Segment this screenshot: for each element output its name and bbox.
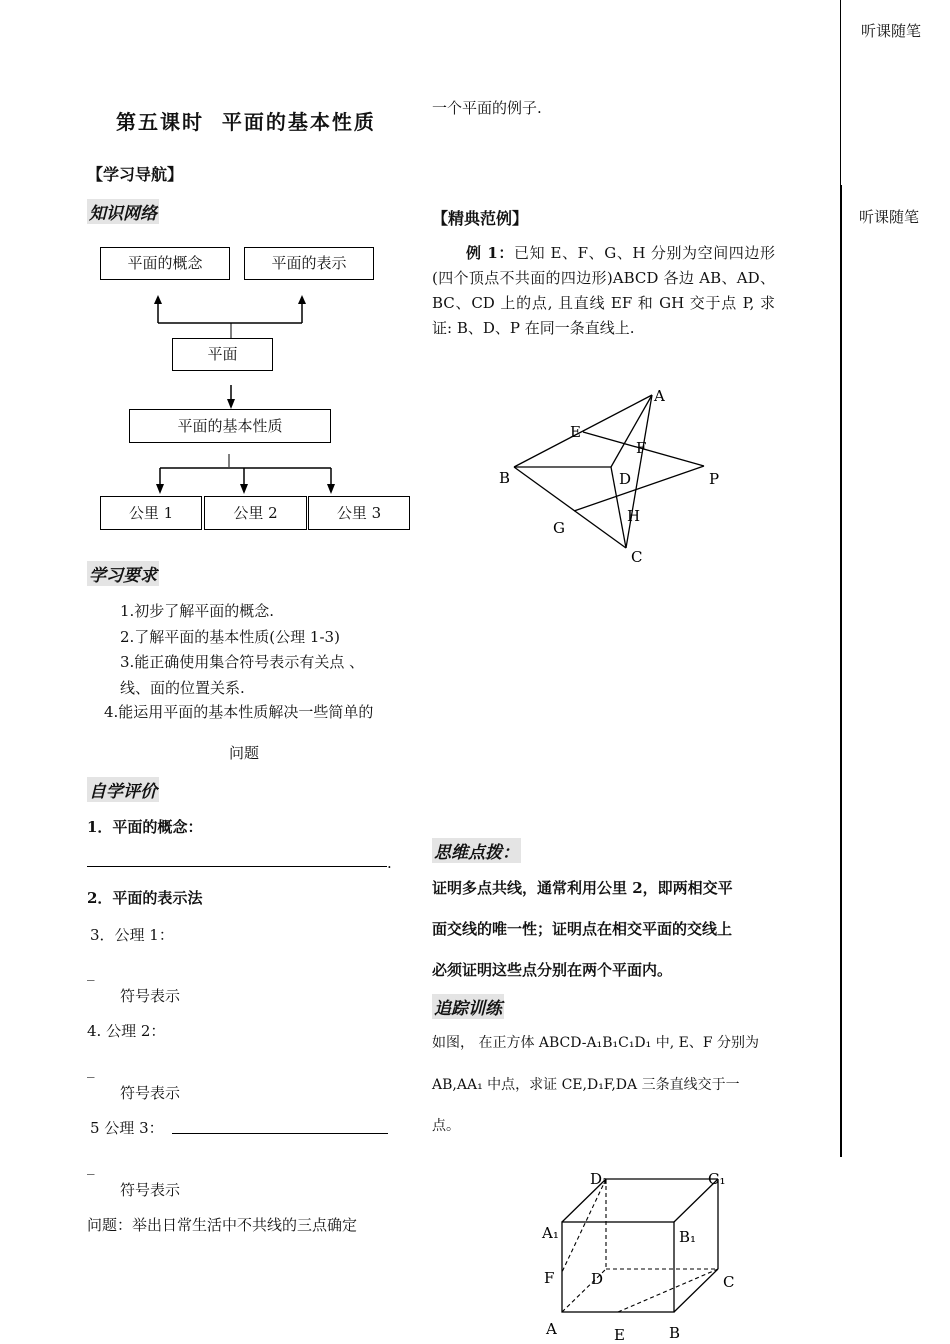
symbol-label-3: 符号表示	[120, 1181, 181, 1199]
cube-label-b1: B₁	[679, 1228, 697, 1246]
requirement-4-cont: 问题	[229, 744, 260, 762]
box-properties: 平面的基本性质	[129, 409, 331, 443]
cube-label-c1: C₁	[708, 1170, 726, 1188]
page-title: 第五课时 平面的基本性质	[116, 110, 376, 134]
cube-label-e: E	[614, 1326, 625, 1344]
box-concept: 平面的概念	[100, 247, 230, 280]
box-plane: 平面	[172, 338, 273, 371]
self-eval-q5-blank[interactable]	[172, 1133, 388, 1134]
cube-label-d1: D₁	[590, 1170, 609, 1188]
tracking-line-3: 点。	[432, 1118, 460, 1134]
cube-label-b: B	[669, 1324, 681, 1342]
cube-figure	[530, 1160, 760, 1344]
dash-1: _	[87, 963, 95, 981]
self-eval-q1: 1．平面的概念：	[87, 818, 203, 836]
fig1-label-d: D	[619, 470, 632, 488]
nav-heading: 【学习导航】	[87, 165, 184, 184]
cube-label-f: F	[544, 1269, 555, 1287]
quadrilateral-figure	[490, 380, 740, 580]
requirement-2: 2.了解平面的基本性质(公理 1-3)	[120, 628, 340, 646]
symbol-label-1: 符号表示	[120, 987, 181, 1005]
fig1-label-h: H	[627, 507, 641, 525]
box-axiom-1: 公里 1	[100, 496, 202, 530]
example-1-text: 已知 E、F、G、H 分别为空间四边形(四个顶点不共面的四边形)ABCD 各边 AB、AD、BC、CD 上的点, 且直线 EF 和 GH 交于点 P, 求证: B、D、P 在同一条直线上.	[432, 244, 775, 337]
diagram-connectors	[0, 0, 430, 560]
fig1-label-a: A	[654, 387, 665, 405]
self-eval-q2: 2．平面的表示法	[87, 889, 203, 907]
cube-label-a1: A₁	[542, 1224, 559, 1242]
self-eval-q3: 3．公理 1：	[90, 926, 174, 944]
knowledge-heading: 知识网络	[87, 199, 159, 224]
thinking-line-2: 面交线的唯一性；证明点在相交平面的交线上	[432, 920, 733, 938]
box-axiom-3: 公里 3	[308, 496, 410, 530]
thinking-line-1: 证明多点共线，通常利用公里 2，即两相交平	[432, 879, 733, 897]
example-1-label: 例 1：	[466, 244, 515, 262]
fig1-label-e: E	[570, 423, 581, 441]
margin-rule-top	[840, 0, 841, 185]
margin-note-top: 听课随笔	[861, 22, 922, 40]
tracking-heading: 追踪训练	[432, 994, 504, 1019]
tracking-line-2: AB,AA₁ 中点，求证 CE,D₁F,DA 三条直线交于一	[432, 1077, 740, 1093]
fig1-label-c: C	[631, 548, 643, 566]
fig1-label-p: P	[709, 470, 720, 488]
continued-text: 一个平面的例子.	[432, 99, 542, 117]
self-eval-q1-end: .	[387, 854, 392, 872]
cube-label-a: A	[546, 1320, 557, 1338]
thinking-heading: 思维点拨：	[432, 838, 521, 863]
self-eval-heading: 自学评价	[87, 777, 159, 802]
requirement-3-cont: 线、面的位置关系.	[120, 679, 245, 697]
examples-heading: 【精典范例】	[432, 209, 529, 228]
box-axiom-2: 公里 2	[204, 496, 307, 530]
fig1-label-g: G	[553, 519, 565, 537]
dash-3: _	[87, 1157, 95, 1175]
example-1	[432, 241, 775, 341]
self-eval-q1-blank[interactable]	[87, 866, 387, 867]
requirements-heading: 学习要求	[87, 561, 159, 586]
requirement-3: 3.能正确使用集合符号表示有关点 、	[120, 653, 365, 671]
thinking-line-3: 必须证明这些点分别在两个平面内。	[432, 961, 673, 979]
self-eval-question: 问题：举出日常生活中不共线的三点确定	[87, 1216, 358, 1234]
fig1-label-f: F	[636, 439, 647, 457]
self-eval-q4: 4. 公理 2：	[87, 1022, 166, 1040]
requirement-4: 4.能运用平面的基本性质解决一些简单的	[104, 703, 374, 721]
margin-rule-bottom	[840, 185, 842, 1157]
tracking-line-1: 如图， 在正方体 ABCD-A₁B₁C₁D₁ 中, E、F 分别为	[432, 1035, 760, 1051]
requirement-1: 1.初步了解平面的概念.	[120, 602, 275, 620]
cube-label-c: C	[723, 1273, 735, 1291]
box-representation: 平面的表示	[244, 247, 374, 280]
margin-note-mid: 听课随笔	[859, 208, 920, 226]
fig1-label-b: B	[499, 469, 511, 487]
cube-label-d: D	[591, 1270, 604, 1288]
dash-2: _	[87, 1060, 95, 1078]
self-eval-q5: 5 公理 3：	[90, 1119, 164, 1137]
symbol-label-2: 符号表示	[120, 1084, 181, 1102]
